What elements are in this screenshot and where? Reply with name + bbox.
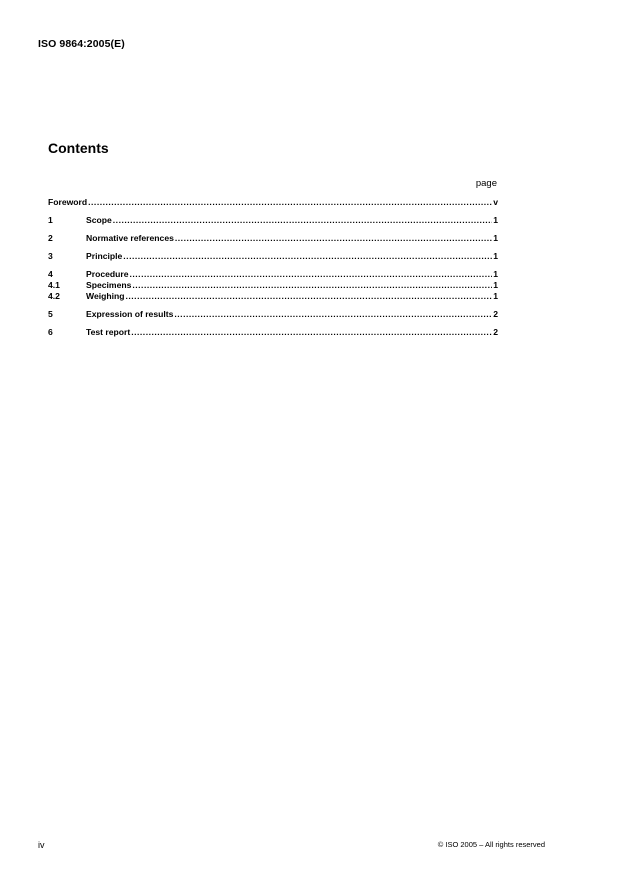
toc-leader-dots — [132, 280, 492, 291]
toc-entry-title: Foreword — [48, 197, 88, 207]
contents-heading: Contents — [48, 140, 109, 156]
toc-entry-page: 2 — [493, 309, 498, 319]
toc-entry-title: Test report — [86, 327, 131, 337]
toc-leader-dots — [123, 251, 492, 262]
toc-entry-foreword[interactable] — [48, 197, 498, 208]
toc-entry-number: 1 — [48, 215, 53, 225]
toc-entry-number: 4 — [48, 269, 53, 279]
toc-entry-scope[interactable] — [48, 215, 498, 226]
toc-entry-title: Specimens — [86, 280, 132, 290]
toc-entry-page: 2 — [493, 327, 498, 337]
toc-entry-page: 1 — [493, 280, 498, 290]
toc-leader-dots — [131, 327, 492, 338]
toc-leader-dots — [88, 197, 492, 208]
toc-entry-page: v — [493, 197, 498, 207]
toc-entry-number: 6 — [48, 327, 53, 337]
toc-entry-title: Scope — [86, 215, 112, 225]
toc-entry-specimens[interactable] — [48, 280, 498, 291]
page-column-label: page — [475, 178, 497, 189]
toc-entry-number: 4.2 — [48, 291, 60, 301]
footer-copyright: © ISO 2005 – All rights reserved — [437, 840, 545, 849]
toc-entry-title: Normative references — [86, 233, 174, 243]
toc-entry-title: Principle — [86, 251, 123, 261]
toc-leader-dots — [126, 291, 493, 302]
toc-entry-procedure[interactable] — [48, 269, 498, 280]
toc-entry-title: Expression of results — [86, 309, 174, 319]
toc-entry-number: 4.1 — [48, 280, 60, 290]
toc-entry-title: Procedure — [86, 269, 129, 279]
footer-page-number: iv — [38, 840, 45, 850]
toc-entry-page: 1 — [493, 269, 498, 279]
toc-entry-title: Weighing — [86, 291, 125, 301]
toc-entry-page: 1 — [493, 215, 498, 225]
toc-entry-number: 5 — [48, 309, 53, 319]
toc-entry-test-report[interactable] — [48, 327, 498, 338]
toc-leader-dots — [130, 269, 493, 280]
toc-entry-page: 1 — [493, 233, 498, 243]
toc-entry-number: 2 — [48, 233, 53, 243]
toc-entry-normative-references[interactable] — [48, 233, 498, 244]
toc-entry-page: 1 — [493, 291, 498, 301]
toc-entry-number: 3 — [48, 251, 53, 261]
toc-entry-principle[interactable] — [48, 251, 498, 262]
document-id-header: ISO 9864:2005(E) — [38, 38, 125, 50]
toc-leader-dots — [113, 215, 492, 226]
toc-leader-dots — [174, 309, 492, 320]
toc-entry-weighing[interactable] — [48, 291, 498, 302]
toc-entry-expression-of-results[interactable] — [48, 309, 498, 320]
toc-leader-dots — [175, 233, 492, 244]
toc-entry-page: 1 — [493, 251, 498, 261]
